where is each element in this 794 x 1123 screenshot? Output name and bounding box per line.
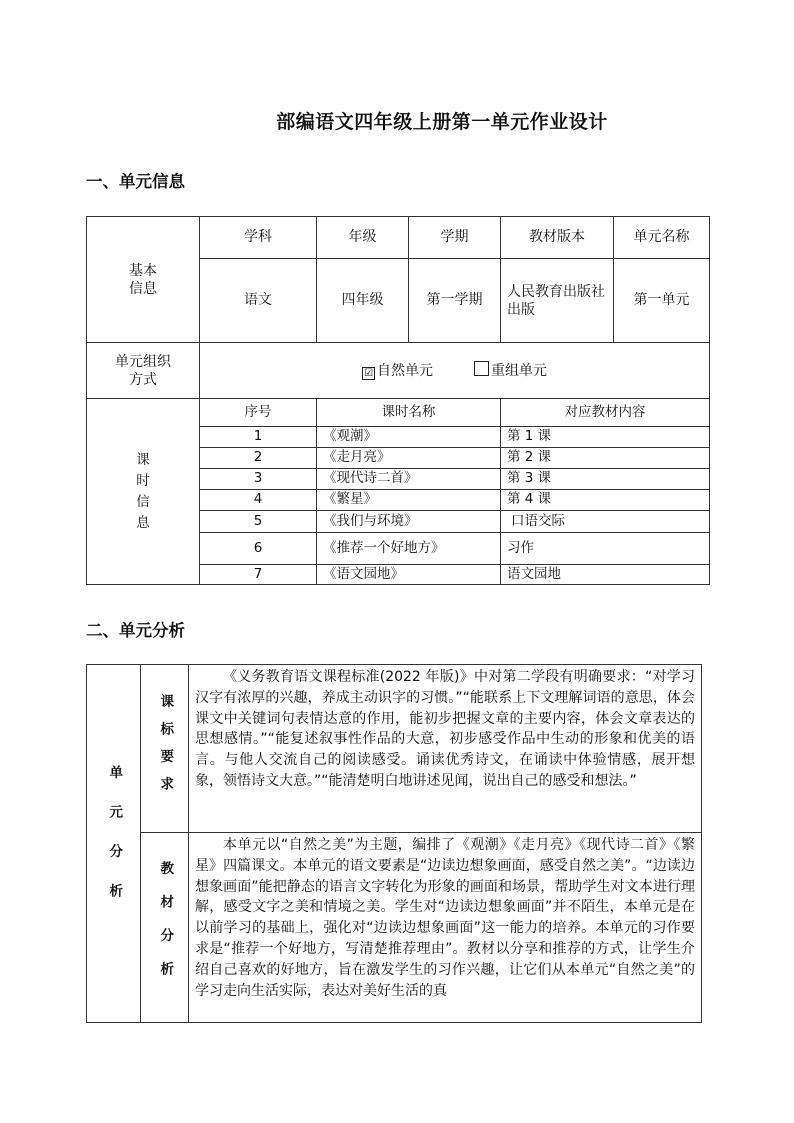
org-options <box>200 343 710 399</box>
table-row: 1 《观潮》 第 1 课 <box>87 427 710 448</box>
natural-unit-option[interactable]: ☑ 自然单元 <box>362 363 437 379</box>
table-row: 6 《推荐一个好地方》 习作 <box>87 533 710 565</box>
value-subject: 语文 <box>200 259 317 343</box>
table-row: 7 《语文园地》 语文园地 <box>87 565 710 585</box>
lesson-header-name: 课时名称 <box>317 399 501 427</box>
checkbox-checked-icon: ☑ <box>362 367 375 380</box>
org-label: 单元组织方式 <box>87 343 200 399</box>
checkbox-empty-icon <box>474 361 489 376</box>
section-heading-unit-info: 一、单元信息 <box>86 172 185 191</box>
header-grade: 年级 <box>317 217 409 259</box>
value-unit-name: 第一单元 <box>614 259 710 343</box>
value-term: 第一学期 <box>409 259 501 343</box>
lessons-label: 课时信息 <box>87 399 200 585</box>
table-row: 2 《走月亮》 第 2 课 <box>87 448 710 469</box>
lesson-header-content: 对应教材内容 <box>501 399 710 427</box>
section-heading-unit-analysis: 二、单元分析 <box>86 621 185 640</box>
unit-info-table <box>86 216 710 585</box>
curriculum-requirements-text: 《义务教育语文课程标准(2022 年版)》中对第二学段有明确要求：“对学习汉字有浓厚的兴趣，养成主动识字的习惯。”“能联系上下文理解词语的意思，体会课文中关键词句表情达意的作用，能初步把握文章的主要内容，体会文章表达的思想感情。”“能复述叙事性作品的大意，初步感受作品中生动的形象和优美的语言。与他人交流自己的阅读感受。诵读优秀诗文，在诵读中体验情感，展开想象，领悟诗文大意。”“能清楚明白地讲述见闻，说出自己的感受和想法。” <box>189 665 702 833</box>
value-edition: 人民教育出版社出版 <box>501 259 614 343</box>
regrouped-unit-option[interactable]: 重组单元 <box>474 363 547 379</box>
header-unit-name: 单元名称 <box>614 217 710 259</box>
header-subject: 学科 <box>200 217 317 259</box>
curriculum-requirements-label: 课标要求 <box>141 665 189 833</box>
textbook-analysis-label: 教材分析 <box>141 833 189 1023</box>
value-grade: 四年级 <box>317 259 409 343</box>
basic-info-label: 基本 信息 <box>87 217 200 343</box>
page-title: 部编语文四年级上册第一单元作业设计 <box>276 111 608 133</box>
table-row: 3 《现代诗二首》 第 3 课 <box>87 469 710 490</box>
lesson-header-no: 序号 <box>200 399 317 427</box>
header-edition: 教材版本 <box>501 217 614 259</box>
table-row: 5 《我们与环境》 口语交际 <box>87 511 710 533</box>
textbook-analysis-text: 本单元以“自然之美”为主题，编排了《观潮》《走月亮》《现代诗二首》《繁星》四篇课文。本单元的语文要素是“边读边想象画面，感受自然之美”。“边读边想象画面”能把静态的语言文字转化为形象的画面和场景，帮助学生对文本进行理解，感受文字之美和情境之美。学生对“边读边想象画面”并不陌生，本单元是在以前学习的基础上，强化对“边读边想象画面”这一能力的培养。本单元的习作要求是“推荐一个好地方，写清楚推荐理由”。教材以分享和推荐的方式，让学生介绍自己喜欢的好地方，旨在激发学生的习作兴趣，让它们从本单元“自然之美”的学习走向生活实际，表达对美好生活的真 <box>189 833 702 1023</box>
table-row: 4 《繁星》 第 4 课 <box>87 490 710 511</box>
header-term: 学期 <box>409 217 501 259</box>
unit-analysis-side-label: 单元分析 <box>87 665 141 1023</box>
unit-analysis-table <box>86 664 702 1023</box>
